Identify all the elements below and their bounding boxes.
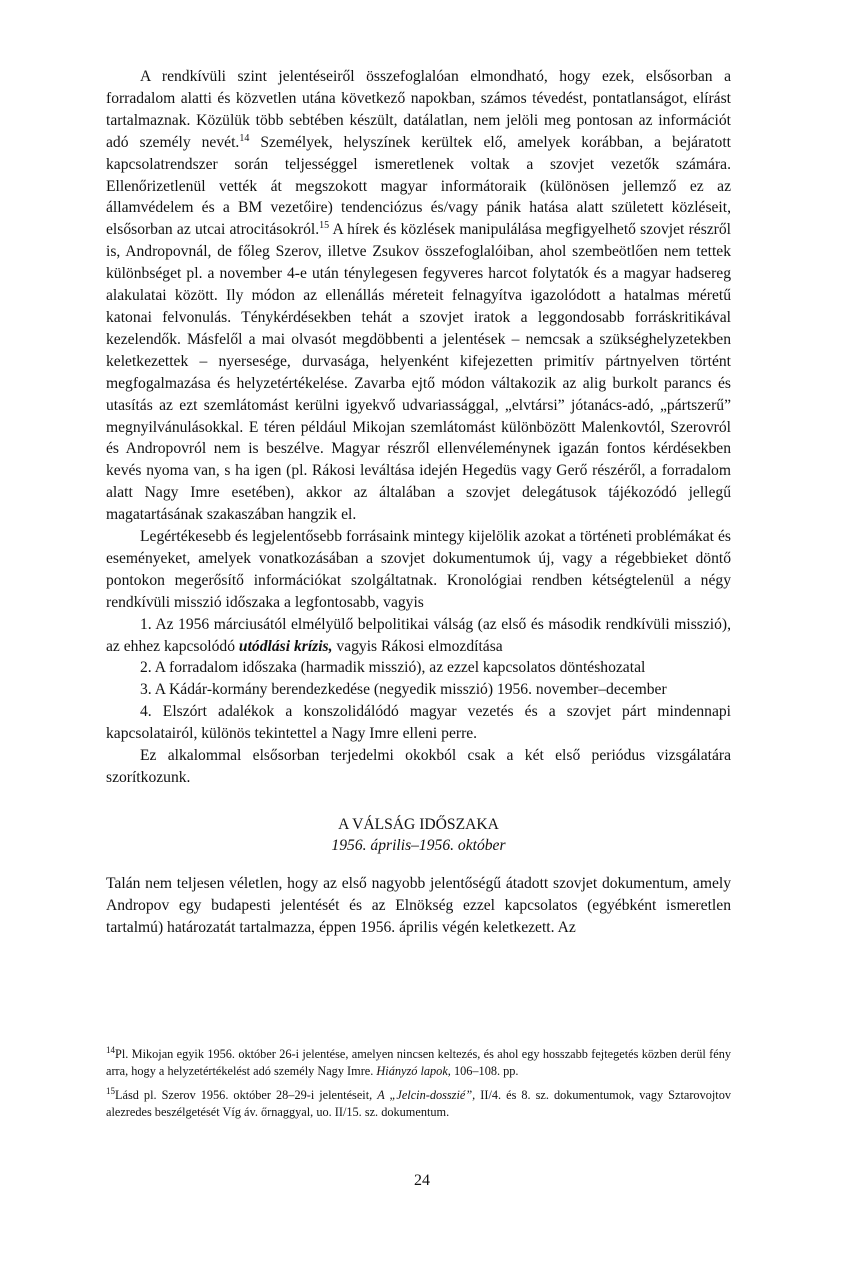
footnote-15 [106,1087,731,1122]
list-item-text: 1. Az 1956 márciusától elmélyülő belpolitikai válság (az első és második rendkívüli misszió), az ehhez kapcsolódó [106,615,731,655]
footnote-number: 15 [106,1085,115,1096]
section-subtitle: 1956. április–1956. október [331,836,506,854]
footnote-reference-15[interactable]: 15 [319,220,330,232]
footnote-text: Pl. Mikojan egyik 1956. október 26-i jelentése, amelyen nincsen keltezés, és ahol egy hosszabb fejtegetés közben derül fény arra, hogy a helyzetértékelést adó személy Nagy Imre. [106,1047,731,1079]
footnote-reference-14[interactable]: 14 [239,132,250,144]
footnote-emphasis: A „Jelcin-dosszié”, [377,1087,476,1102]
list-item-text: vagyis Rákosi elmozdítása [332,637,503,655]
emphasis-text: utódlási krízis, [238,637,333,655]
paragraph-text: Személyek, helyszínek kerültek elő, amelyek korábban, a bejáratott kapcsolatrendszer során teljességgel ismeretlenek voltak a szovjet vezetők számára. Ellenőrizetlenül vették át megszokott magyar informátoraik (különösen jellemző ez az államvédelem és a BM vezetőire) tendenciózus és/vagy pánik hatása alatt született közléseit, elsősorban az utcai atrocitásokról. [106,133,731,239]
list-item-1 [106,614,731,658]
footnote-text: II/4. és 8. sz. dokumentumok, vagy Sztarovojtov alezredes beszélgetését Víg áv. őrnaggyal, uo. II/15. sz. dokumentum. [106,1087,732,1120]
section-spacer [106,856,731,873]
page-number: 24 [414,1172,430,1189]
footnote-text: 106–108. pp. [450,1064,519,1079]
section-title: A VÁLSÁG IDŐSZAKA [338,815,499,833]
footnote-emphasis: Hiányzó lapok, [376,1064,451,1079]
footnotes [106,1046,731,1128]
paragraph-text: A hírek és közlések manipulálása megfigyelhető szovjet részről is, Andropovnál, de főleg Szerov, illetve Zsukov összefoglalóiban, ahol szembeötlően nem tettek különbséget pl. a november 4-e után ténylegesen fegyveres harcot folytatók és a magyar hadsereg alakulatai között. Ily módon az ellenállás méreteit felnagyítva igazolódott a hatalmas méretű katonai felvonulás. Ténykérdésekben tehát a szovjet iratok a leggondosabb forráskritikával kezelendők. Másfelől a mai olvasót megdöbbenti a jelentések – nemcsak a szükséghelyzetekben keletkezettek – nyersesége, durvasága, helyenként kifejezetten primitív pártnyelven történt megfogalmazása és helyzetértékelése. Zavarba ejtő módon váltakozik az alig burkolt parancs és utasítás az ezt szemlátomást kerülni igyekvő udvariassággal, „elvtársi” jótanács-adó, „pártszerű” megnyilvánulásokkal. E téren például Mikojan szemlátomást különbözött Malenkovtól, Szerovról és Andropovról nem is beszélve. Magyar részről ellenvéleménynek igazán fontos kérdésekben kevés nyoma van, s ha igen (pl. Rákosi leváltása idején Hegedüs vagy Gerő részéről, a forradalom alatt Nagy Imre esetében), akkor az általában a szovjet delegátusok tájékozódó jellegű magatartásának szakaszában hangzik el. [106,221,732,524]
paragraph-scope: Ez alkalommal elsősorban terjedelmi okokból csak a két első periódus vizsgálatára szorítkozunk. [106,747,731,786]
list-item-3: 3. A Kádár-kormány berendezkedése (negyedik misszió) 1956. november–december [140,681,667,699]
paragraph-section-intro: Talán nem teljesen véletlen, hogy az első nagyobb jelentőségű átadott szovjet dokumentum, amely Andropov egy budapesti jelentését és az Elnökség ezzel kapcsolatos (egyébként ismeretlen tartalmú) határozatát tartalmazza, éppen 1956. április végén keletkezett. Az [106,874,731,936]
page-body [106,66,731,939]
footnote-number: 14 [106,1044,115,1055]
paragraph-sources: Legértékesebb és legjelentősebb forrásaink mintegy kijelölik azokat a történeti problémákat és eseményeket, amelyek vonatkozásában a szovjet dokumentumok új, vagy a régebbieket döntő pontokon megerősítő információkat szolgáltatnak. Kronológiai rendben kétségtelenül a négy rendkívüli misszió időszaka a legfontosabb, vagyis [106,528,731,611]
paragraph-text: A rendkívüli szint jelentéseiről összefoglalóan elmondható, hogy ezek, elsősorban a forradalom alatti és közvetlen utána következő napokban, számos tévedést, pontatlanságot, elírást tartalmaznak. Közülük több sebtében készült, datálatlan, nem jelöli meg pontosan az információt adó személy nevét. [106,68,731,151]
paragraph-reports-assessment [106,66,731,526]
list-item-4: 4. Elszórt adalékok a konszolidálódó magyar vezetés és a szovjet párt mindennapi kapcsolatairól, különös tekintettel a Nagy Imre elleni perre. [106,703,731,743]
list-item-2: 2. A forradalom időszaka (harmadik misszió), az ezzel kapcsolatos döntéshozatal [140,659,646,677]
footnote-14 [106,1046,731,1081]
footnote-text: Lásd pl. Szerov 1956. október 28–29-i jelentéseit, [115,1087,378,1102]
